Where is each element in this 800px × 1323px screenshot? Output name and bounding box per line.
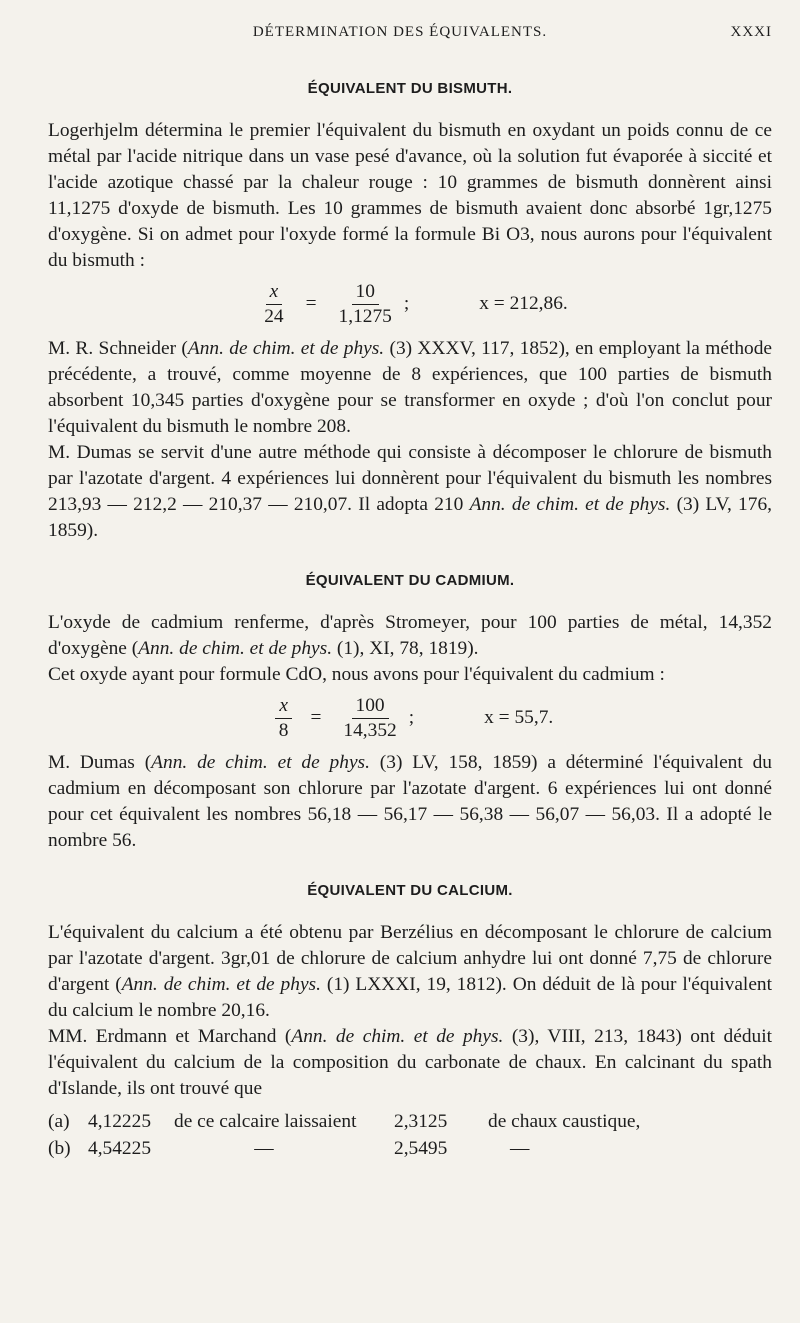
text-span: M. R. Schneider (	[48, 338, 188, 359]
journal-reference: Ann. de chim. et de phys.	[291, 1026, 504, 1047]
section-title-cadmium: ÉQUIVALENT DU CADMIUM.	[305, 572, 515, 589]
equation-separator: ;	[408, 707, 415, 728]
text-span: MM. Erdmann et Marchand (	[48, 1026, 292, 1047]
item-mass: 4,54225	[88, 1137, 152, 1159]
item-text: —	[254, 1137, 274, 1159]
cadmium-paragraph-3	[48, 750, 772, 854]
cadmium-result: x = 55,7.	[484, 707, 554, 728]
running-header	[0, 24, 800, 46]
list-item	[48, 1135, 772, 1162]
fraction-denominator: 8	[278, 719, 289, 741]
calcium-paragraph-2	[48, 1024, 772, 1102]
journal-reference: Ann. de chim. et de phys.	[187, 338, 385, 359]
journal-reference: Ann. de chim. et de phys.	[138, 638, 333, 659]
item-letter: (a)	[48, 1110, 70, 1132]
bismuth-fraction-right	[335, 281, 396, 328]
item-mass-2: 2,5495	[394, 1137, 448, 1159]
calcium-results-list	[48, 1108, 772, 1162]
text-span: (1) LXXXI, 19, 1812). On déduit de là pour l'équivalent du calcium le nombre 20,16.	[48, 974, 773, 1021]
cadmium-paragraph-1	[48, 610, 772, 662]
list-item	[48, 1108, 772, 1135]
cadmium-fraction-left	[275, 695, 293, 742]
bismuth-paragraph-1: Logerhjelm détermina le premier l'équivalent du bismuth en oxydant un poids connu de ce métal par l'acide nitrique dans un vase pesé d'avance, où la solution fut évaporée à siccité et l'acide azotique chassé par la chaleur rouge : 10 grammes de bismuth donnèrent ainsi 11,1275 d'oxyde de bismuth. Les 10 grammes de bismuth avaient donc absorbé 1gr,1275 d'oxygène. Si on admet pour l'oxyde formé la formule Bi O3, nous aurons pour l'équivalent du bismuth :	[48, 120, 772, 271]
bismuth-equation	[48, 276, 772, 332]
cadmium-equation	[48, 690, 772, 746]
section-title-bismuth: ÉQUIVALENT DU BISMUTH.	[307, 80, 513, 97]
calcium-paragraph-1	[48, 920, 772, 1024]
text-span: L'équivalent du calcium a été obtenu par Berzélius en décomposant le chlorure de calcium par l'azotate d'argent. 3gr,01 de chlorure de calcium anhydre lui ont donné 7,75 de chlorure d'argent (	[48, 922, 772, 995]
bismuth-paragraph-3	[48, 440, 772, 544]
text-span: M. Dumas (	[48, 752, 152, 773]
fraction-numerator: x	[266, 281, 283, 305]
item-text: de ce calcaire laissaient	[174, 1110, 357, 1132]
equation-separator: ;	[403, 293, 410, 314]
text-span: L'oxyde de cadmium renferme, d'après Stromeyer, pour 100 parties de métal, 14,352 d'oxygène (	[48, 612, 772, 659]
bismuth-paragraph-2	[48, 336, 772, 440]
text-span: (3) LV, 158, 1859) a déterminé l'équivalent du cadmium en décomposant son chlorure par l'azotate d'argent. 6 expériences lui ont donné pour cet équivalent les nombres 56,18 — 56,17 — 56,38 — 56,07 — 56,03. Il a adopté le nombre 56.	[48, 752, 772, 851]
fraction-numerator: 100	[352, 695, 389, 719]
text-span: (3) LV, 176, 1859).	[48, 494, 772, 541]
page-body	[48, 80, 772, 1162]
section-title-calcium: ÉQUIVALENT DU CALCIUM.	[307, 882, 513, 899]
text-span: (1), XI, 78, 1819).	[332, 638, 479, 659]
item-mass: 4,12225	[88, 1110, 152, 1132]
text-span: (3) XXXV, 117, 1852), en employant la méthode précédente, a trouvé, comme moyenne de 8 expériences, que 100 parties de bismuth absorbent 10,345 parties d'oxygène pour se transformer en oxyde ; d'où l'on conclut pour l'équivalent du bismuth le nombre 208.	[48, 338, 773, 437]
fraction-numerator: 10	[352, 281, 379, 305]
equals-sign: =	[305, 293, 317, 314]
fraction-denominator: 1,1275	[338, 305, 392, 327]
text-span: (3), VIII, 213, 1843) ont déduit l'équivalent du calcium de la composition du carbonate de chaux. En calcinant du spath d'Islande, ils ont trouvé que	[48, 1026, 772, 1099]
bismuth-fraction-left	[260, 281, 287, 328]
cadmium-paragraph-2: Cet oxyde ayant pour formule CdO, nous avons pour l'équivalent du cadmium :	[48, 664, 665, 685]
journal-reference: Ann. de chim. et de phys.	[151, 752, 370, 773]
item-mass-2: 2,3125	[394, 1110, 448, 1132]
journal-reference: Ann. de chim. et de phys.	[469, 494, 671, 515]
fraction-numerator: x	[275, 695, 292, 719]
fraction-denominator: 24	[264, 305, 284, 327]
bismuth-result: x = 212,86.	[479, 293, 568, 314]
page-number: XXXI	[730, 24, 772, 40]
journal-reference: Ann. de chim. et de phys.	[121, 974, 321, 995]
running-title: DÉTERMINATION DES ÉQUIVALENTS.	[252, 24, 548, 40]
item-text-2: —	[510, 1137, 530, 1159]
equals-sign: =	[310, 707, 322, 728]
item-text-2: de chaux caustique,	[488, 1110, 641, 1132]
fraction-denominator: 14,352	[343, 719, 397, 741]
cadmium-fraction-right	[339, 695, 400, 742]
text-span: M. Dumas se servit d'une autre méthode qui consiste à décomposer le chlorure de bismuth par l'azotate d'argent. 4 expériences lui donnèrent pour l'équivalent du bismuth les nombres 213,93 — 212,2 — 210,37 — 210,07. Il adopta 210	[48, 442, 772, 515]
item-letter: (b)	[48, 1137, 71, 1159]
